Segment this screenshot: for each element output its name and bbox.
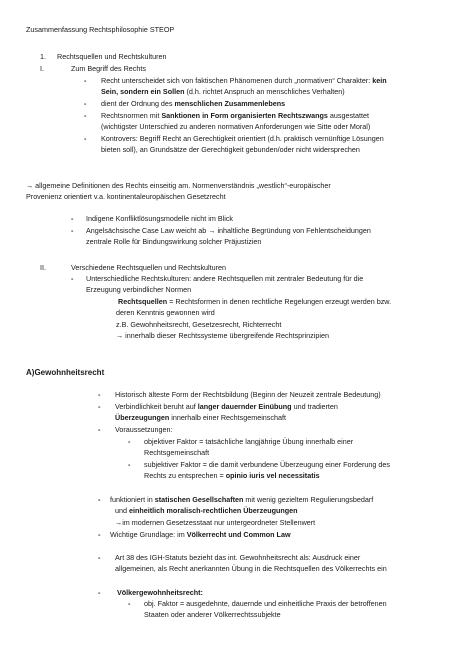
sub-list-item-cont: Rechtsgemeinschaft (144, 448, 210, 457)
list-item: Angelsächsische Case Law weicht ab → inhaltliche Begründung von Fehlentscheidungen (86, 226, 371, 235)
list-item: Art 38 des IGH-Statuts bezieht das int. Gewohnheitsrecht als: Ausdruck einer (115, 553, 361, 562)
list-item: Recht unterscheidet sich von faktischen Phänomenen durch „normativen“ Charakter: kein (101, 76, 387, 85)
list-item: Historisch älteste Form der Rechtsbildung (Beginn der Neuzeit zentrale Bedeutung) (115, 390, 381, 399)
list-item: Wichtige Grundlage: im Völkerrecht und Common Law (110, 530, 291, 539)
definition-cont: deren Kenntnis gewonnen wird (116, 308, 215, 317)
list-item-cont: Überzeugungen innerhalb einer Rechtsgemeinschaft (115, 413, 286, 422)
list-item: Unterschiedliche Rechtskulturen: andere Rechtsquellen mit zentraler Bedeutung für die (86, 274, 364, 283)
subsection-title: Verschiedene Rechtsquellen und Rechtskulturen (71, 263, 227, 272)
list-item-cont: und einheitlich moralisch-rechtlichen Überzeugungen (115, 506, 298, 515)
bullet-dash: - (98, 495, 101, 504)
bullet-dash: - (71, 226, 74, 235)
subsection-number: II. (40, 263, 46, 272)
list-item: dient der Ordnung des menschlichen Zusammenlebens (101, 99, 286, 108)
section-heading: A)Gewohnheitsrecht (26, 368, 105, 377)
paragraph: → allgemeine Definitionen des Rechts einseitig am. Normenverständnis „westlich“-europäischer (26, 181, 331, 190)
bullet-dash: - (98, 402, 101, 411)
list-item: funktioniert in statischen Gesellschaften mit wenig gezieltem Regulierungsbedarf (110, 495, 374, 504)
bullet-dash: - (84, 76, 87, 85)
page-title: Zusammenfassung Rechtsphilosophie STEOP (26, 25, 175, 34)
sub-list-item: obj. Faktor = ausgedehnte, dauernde und einheitliche Praxis der betroffenen (144, 599, 387, 608)
bullet-dash: - (128, 437, 131, 446)
bullet-dash: - (71, 274, 74, 283)
list-item: Rechtsnormen mit Sanktionen in Form organisierten Rechtszwangs ausgestattet (101, 111, 370, 120)
list-item: Kontrovers: Begriff Recht an Gerechtigkeit orientiert (d.h. praktisch vernünftige Lösungen (101, 134, 384, 143)
bullet-dash: - (98, 530, 101, 539)
list-item-cont: allgemeinen, als Recht anerkannten Übung in die Rechtsquellen des Völkerrechts ein (115, 564, 387, 573)
bullet-dash: - (98, 390, 101, 399)
list-item: Verbindlichkeit beruht auf langer dauernder Einübung und tradierten (115, 402, 338, 411)
list-item-cont: Sein, sondern ein Sollen (d.h. richtet Anspruch an menschliches Verhalten) (101, 87, 345, 96)
list-item-cont: zentrale Rolle für Bindungswirkung solcher Präjustizien (86, 237, 262, 246)
bullet-dash: - (128, 460, 131, 469)
list-item-cont: Erzeugung verbindlicher Normen (86, 285, 192, 294)
sub-list-item-cont: Rechts zu entsprechen = opinio iuris vel necessitatis (144, 471, 320, 480)
bullet-dash: - (84, 111, 87, 120)
bullet-dash: - (84, 134, 87, 143)
bullet-dash: - (84, 99, 87, 108)
list-item-cont: bieten soll), an Grundsätze der Gerechtigkeit gebunden/oder nicht widersprechen (101, 145, 360, 154)
definition-note: → innerhalb dieser Rechtssysteme übergreifende Rechtsprinzipien (116, 331, 329, 340)
bullet-dash: - (98, 553, 101, 562)
list-item-cont: (wichtigster Unterschied zu anderen normativen Anforderungen wie Sitte oder Moral) (101, 122, 371, 131)
section-title: Rechtsquellen und Rechtskulturen (57, 52, 167, 61)
list-item-cont: →im modernen Gesetzesstaat nur untergeordneter Stellenwert (115, 518, 316, 527)
bullet-dash: - (98, 588, 101, 597)
list-item: Indigene Konfliktlösungsmodelle nicht im Blick (86, 214, 234, 223)
subsection-title: Zum Begriff des Rechts (71, 64, 146, 73)
section-number: 1. (40, 52, 46, 61)
list-item: Voraussetzungen: (115, 425, 173, 434)
sub-list-item: subjektiver Faktor = die damit verbundene Überzeugung einer Forderung des (144, 460, 390, 469)
subsection-number: I. (40, 64, 44, 73)
subheading: Völkergewohnheitsrecht: (117, 588, 203, 597)
sub-list-item-cont: Staaten oder anderer Völkerrechtssubjekte (144, 610, 281, 619)
definition-example: z.B. Gewohnheitsrecht, Gesetzesrecht, Richterrecht (116, 320, 282, 329)
definition: Rechtsquellen = Rechtsformen in denen rechtliche Regelungen erzeugt werden bzw. (118, 297, 392, 306)
bullet-dash: - (71, 214, 74, 223)
sub-list-item: objektiver Faktor = tatsächliche langjährige Übung innerhalb einer (144, 437, 354, 446)
bullet-dash: - (128, 599, 131, 608)
bullet-dash: - (98, 425, 101, 434)
paragraph-cont: Provenienz orientiert v.a. kontinentaleuropäischen Gesetzrecht (26, 192, 226, 201)
